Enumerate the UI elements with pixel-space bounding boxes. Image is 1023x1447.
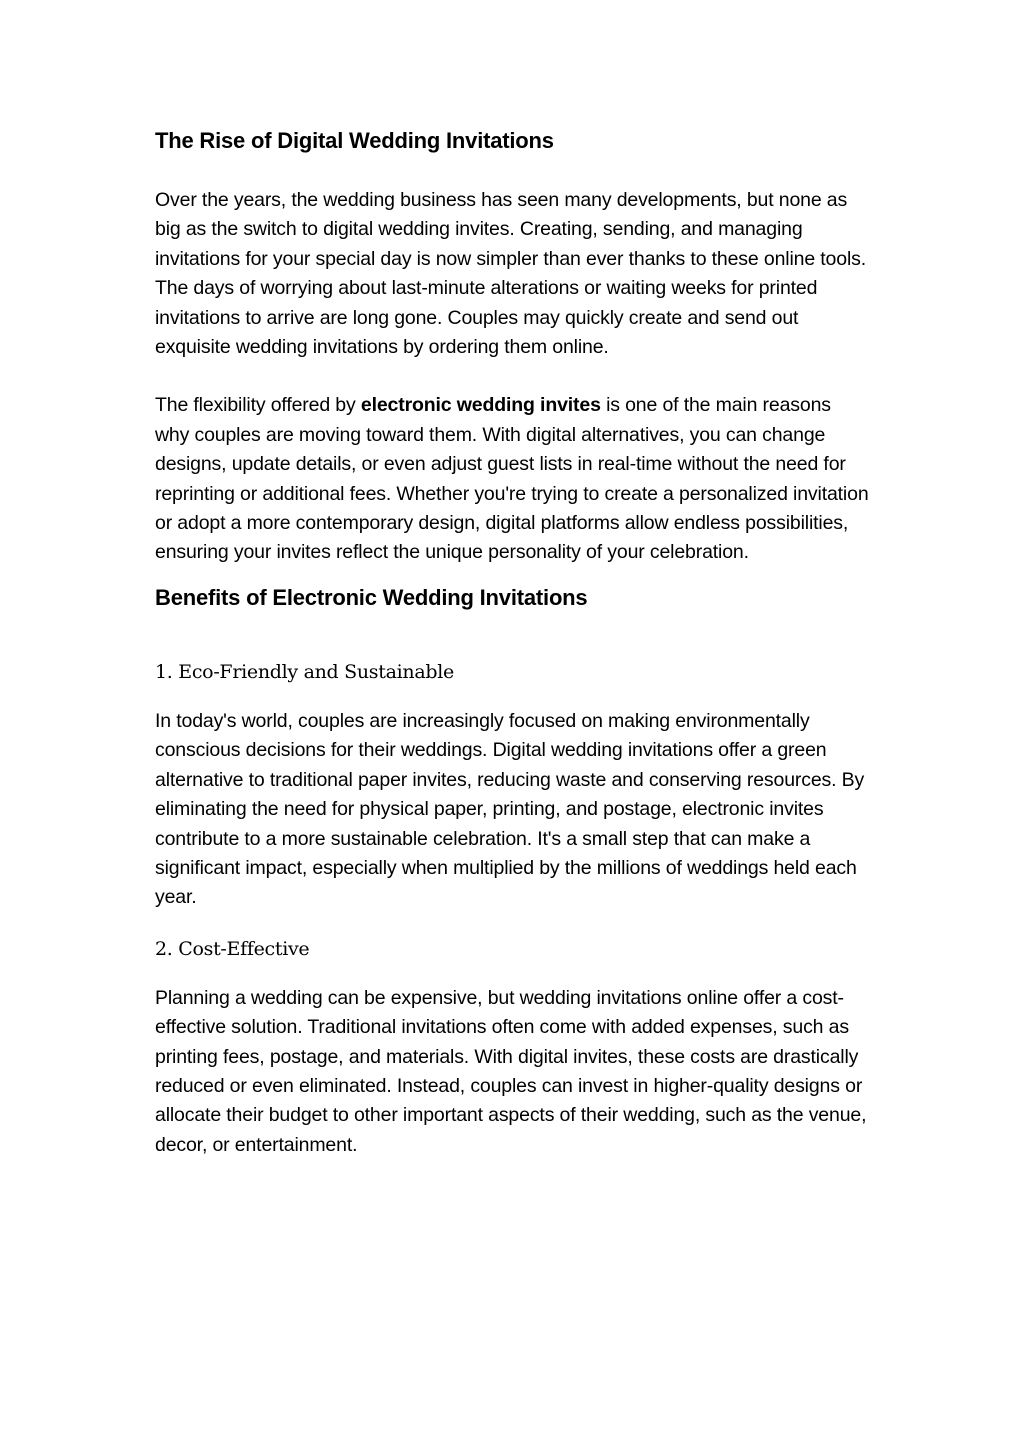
page-title: The Rise of Digital Wedding Invitations [155,128,554,153]
eco-friendly-heading: 1. Eco-Friendly and Sustainable [155,660,454,683]
intro-paragraph: Over the years, the wedding business has seen many developments, but none as big as the switch to digital wedding invites. Creating, sending, and managing invitations for your special day is now simpler than ever thanks to these online tools. The days of worrying about last-minute alterations or waiting weeks for printed invitations to arrive are long gone. Couples may quickly create and send out exquisite wedding invitations by ordering them online. [155,189,866,359]
cost-effective-heading: 2. Cost-Effective [155,937,310,960]
flexibility-paragraph [155,391,870,567]
flexibility-text-start: The flexibility offered by [155,394,361,417]
document-page [155,121,870,1160]
flexibility-text-end: is one of the main reasons why couples are moving toward them. With digital alternatives, you can change designs, update details, or even adjust guest lists in real-time without the need for reprinting or additional fees. Whether you're trying to create a personalized invitation or adopt a more contemporary design, digital platforms allow endless possibilities, ensuring your invites reflect the unique personality of your celebration. [155,394,869,564]
electronic-wedding-invites-emphasis: electronic wedding invites [360,394,601,417]
eco-friendly-paragraph: In today's world, couples are increasingly focused on making environmentally conscious decisions for their weddings. Digital wedding invitations offer a green alternative to traditional paper invites, reducing waste and conserving resources. By eliminating the need for physical paper, printing, and postage, electronic invites contribute to a more sustainable celebration. It's a small step that can make a significant impact, especially when multiplied by the millions of weddings held each year. [155,709,865,909]
benefits-heading: Benefits of Electronic Wedding Invitations [155,584,588,610]
cost-effective-paragraph: Planning a wedding can be expensive, but wedding invitations online offer a cost-effective solution. Traditional invitations often come with added expenses, such as printing fees, postage, and materials. With digital invites, these costs are drastically reduced or even eliminated. Instead, couples can invest in higher-quality designs or allocate their budget to other important aspects of their wedding, such as the venue, decor, or entertainment. [155,986,867,1156]
